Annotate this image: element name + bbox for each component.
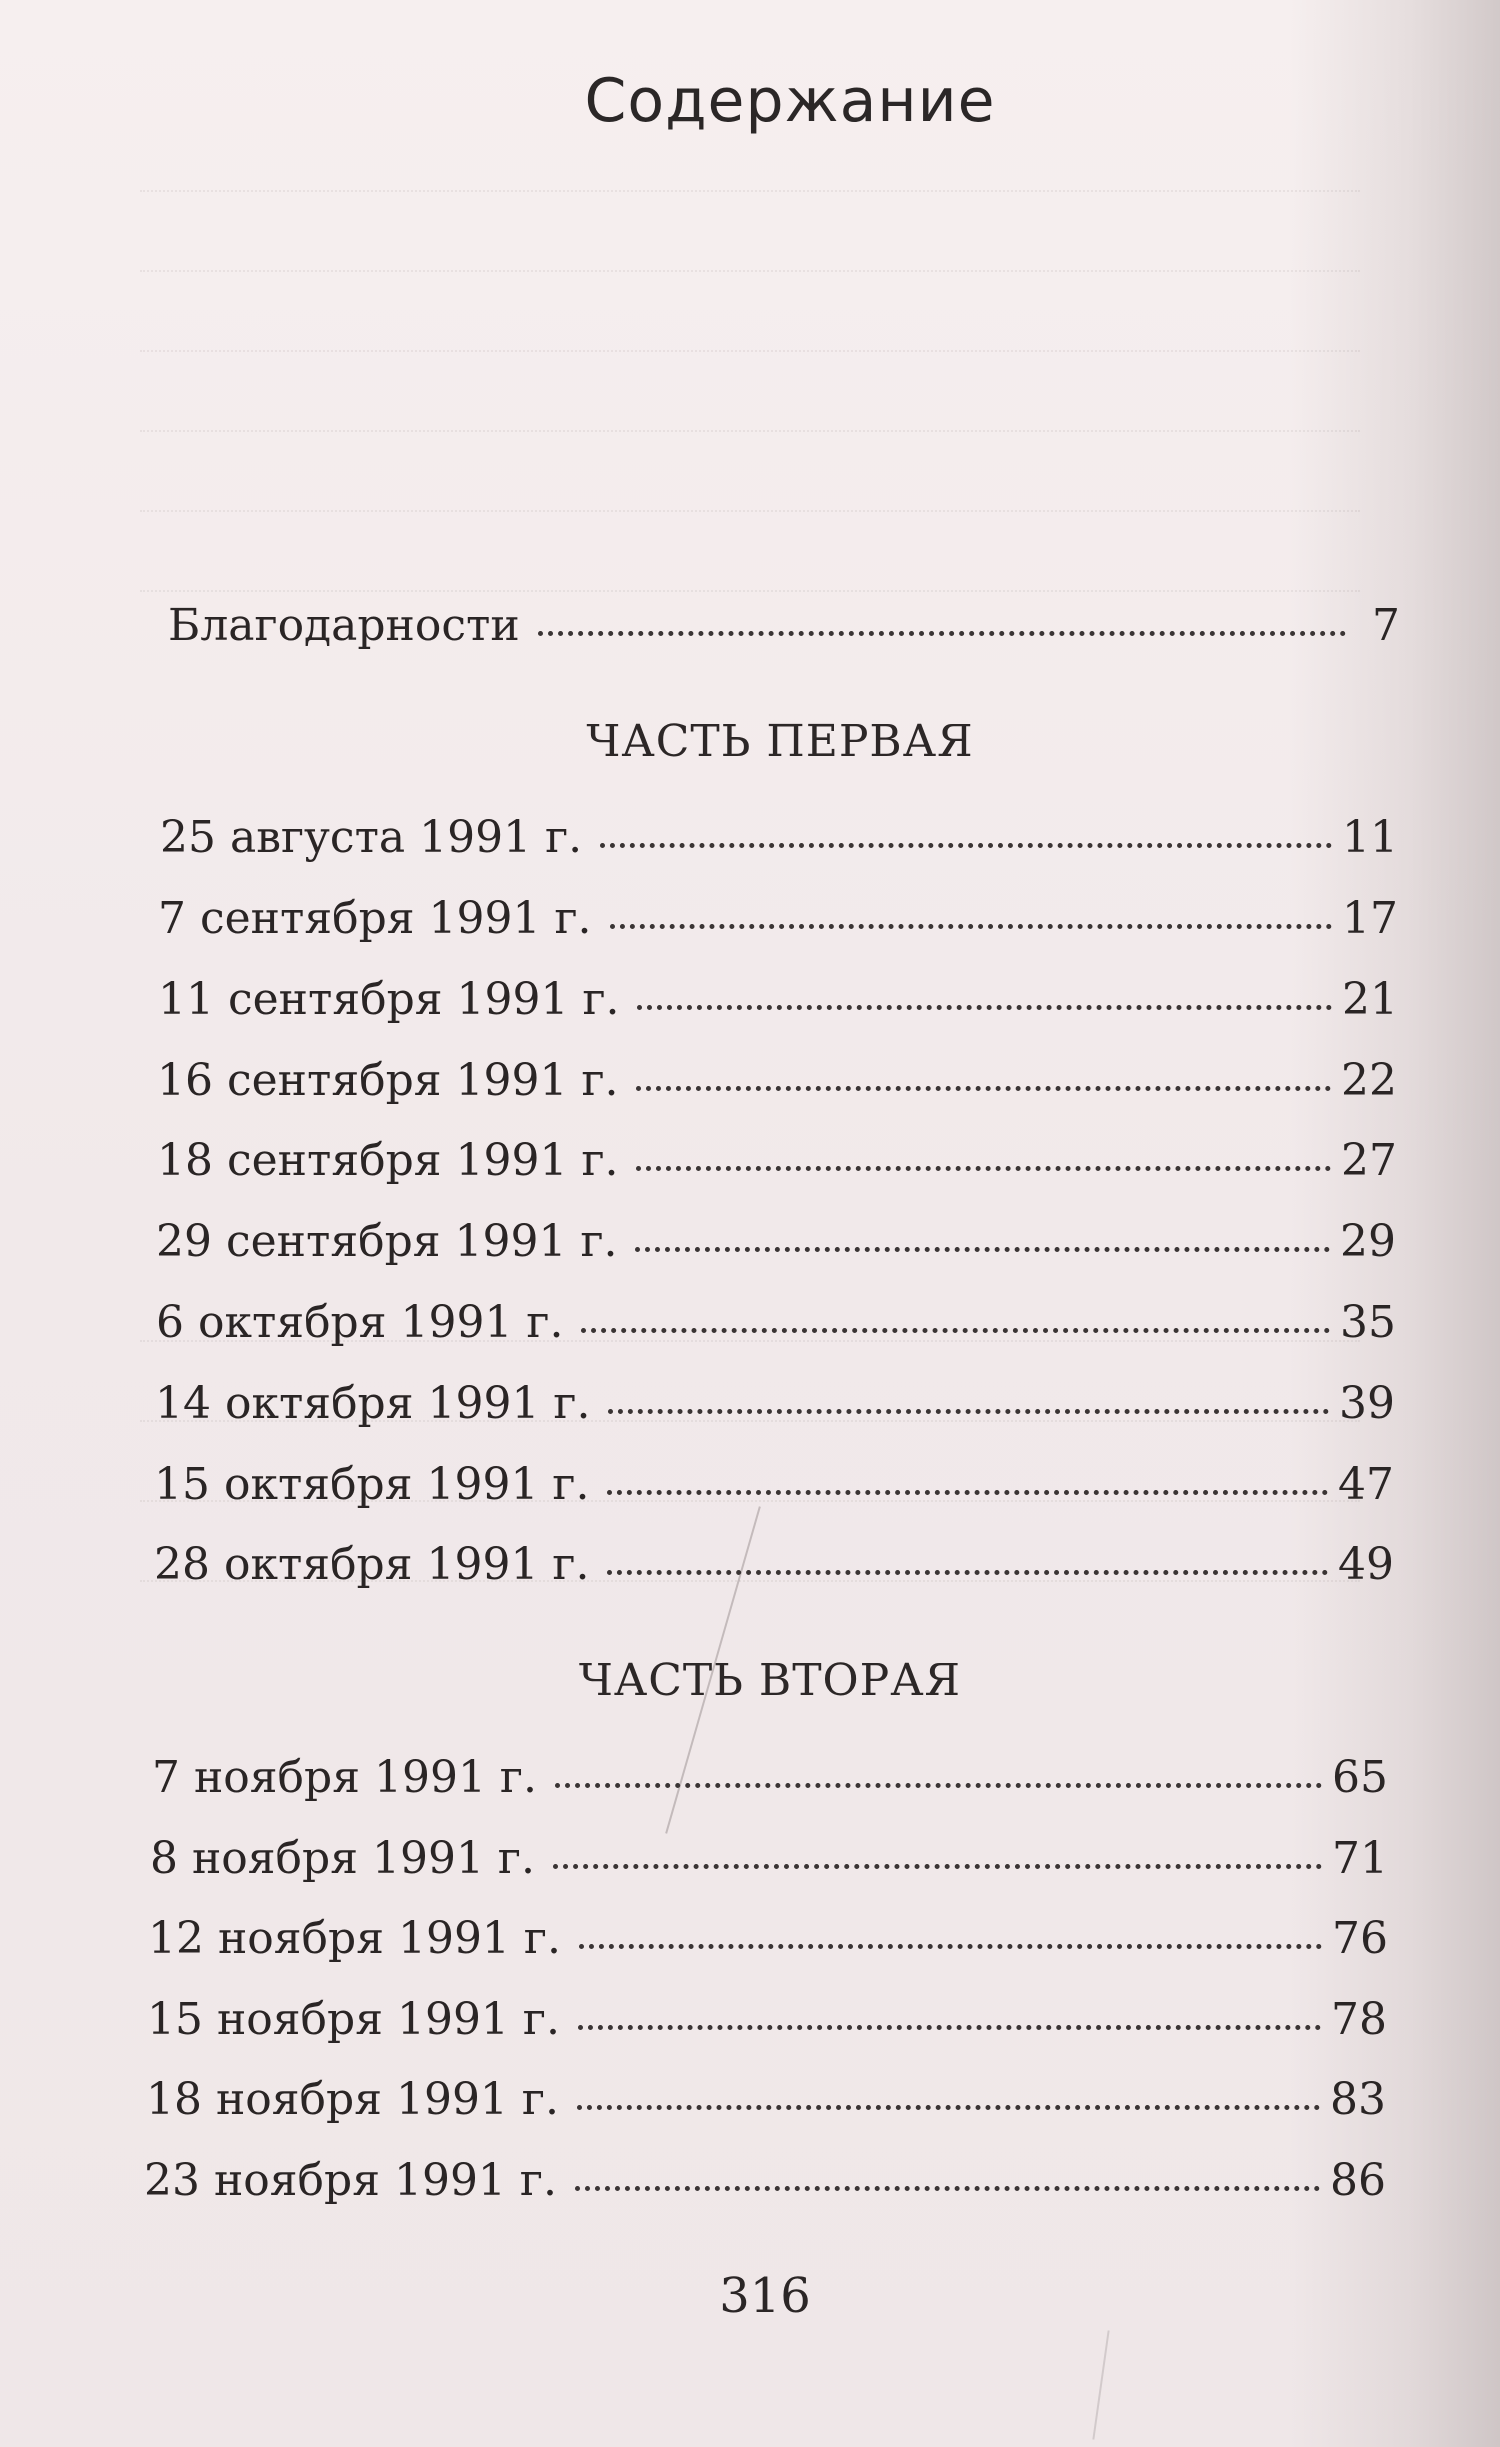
toc-entry: [156, 1297, 1396, 1348]
leader-dots: [636, 1086, 1331, 1091]
toc-entry-label: 12 ноября 1991 г.: [148, 1913, 561, 1964]
toc-entry-page: 21: [1342, 974, 1398, 1025]
toc-entry: [146, 2074, 1386, 2125]
leader-dots: [577, 2105, 1320, 2110]
toc-entry-page: 71: [1332, 1833, 1388, 1884]
leader-dots: [553, 1864, 1322, 1869]
toc-entry-label: 25 августа 1991 г.: [160, 812, 583, 863]
toc-entry: [144, 2155, 1386, 2206]
toc-entry-label: 15 октября 1991 г.: [154, 1459, 590, 1510]
toc-entry: [157, 1135, 1397, 1186]
toc-entry-page: 86: [1330, 2155, 1386, 2206]
toc-entry-page: 11: [1342, 812, 1398, 863]
toc-entry-label: 16 сентября 1991 г.: [157, 1055, 619, 1106]
toc-entry: [160, 812, 1398, 863]
leader-dots: [635, 1247, 1330, 1252]
leader-dots: [636, 1166, 1331, 1171]
toc-entry-label: 18 ноября 1991 г.: [146, 2074, 559, 2125]
leader-dots: [607, 1570, 1328, 1575]
toc-entry-label: 7 сентября 1991 г.: [158, 893, 592, 944]
leader-dots: [538, 631, 1346, 636]
toc-entry-label: 7 ноября 1991 г.: [152, 1752, 537, 1803]
toc-entry-page: 7: [1372, 600, 1400, 651]
toc-entry-page: 65: [1332, 1752, 1388, 1803]
page-title: Содержание: [584, 66, 996, 136]
leader-dots: [578, 2025, 1321, 2030]
toc-entry-page: 35: [1340, 1297, 1396, 1348]
toc-entry: [158, 893, 1398, 944]
page-number: 316: [719, 2268, 811, 2324]
toc-entry: [148, 1913, 1388, 1964]
leader-dots: [581, 1328, 1330, 1333]
paper-scratch-mark: [1092, 2330, 1109, 2439]
toc-entry: [156, 1216, 1396, 1267]
leader-dots: [555, 1783, 1322, 1788]
part-two-title: ЧАСТЬ ВТОРАЯ: [578, 1655, 962, 1706]
toc-entry-page: 29: [1340, 1216, 1396, 1267]
toc-entry-page: 22: [1341, 1055, 1397, 1106]
toc-entry-label: 29 сентября 1991 г.: [156, 1216, 618, 1267]
leader-dots: [637, 1005, 1332, 1010]
toc-entry: [155, 1378, 1395, 1429]
toc-entry: [150, 1833, 1388, 1884]
toc-entry-page: 83: [1330, 2074, 1386, 2125]
toc-entry: [152, 1752, 1388, 1803]
leader-dots: [575, 2186, 1320, 2191]
leader-dots: [579, 1944, 1322, 1949]
toc-entry: [154, 1459, 1394, 1510]
toc-entry: [158, 974, 1398, 1025]
leader-dots: [610, 924, 1333, 929]
toc-entry-label: 15 ноября 1991 г.: [147, 1994, 560, 2045]
toc-entry-page: 47: [1338, 1459, 1394, 1510]
toc-entry-label: 11 сентября 1991 г.: [158, 974, 620, 1025]
toc-entry-label: 28 октября 1991 г.: [154, 1539, 590, 1590]
toc-entry-label: 8 ноября 1991 г.: [150, 1833, 535, 1884]
toc-entry: [154, 1539, 1394, 1590]
toc-entry-label: 14 октября 1991 г.: [155, 1378, 591, 1429]
toc-entry-page: 78: [1331, 1994, 1387, 2045]
leader-dots: [608, 1409, 1329, 1414]
toc-entry: [168, 600, 1400, 651]
toc-entry: [157, 1055, 1397, 1106]
part-one-title: ЧАСТЬ ПЕРВАЯ: [586, 716, 974, 767]
toc-entry-label: 18 сентября 1991 г.: [157, 1135, 619, 1186]
leader-dots: [607, 1490, 1328, 1495]
toc-entry-page: 17: [1342, 893, 1398, 944]
toc-entry: [147, 1994, 1387, 2045]
toc-entry-page: 49: [1338, 1539, 1394, 1590]
toc-entry-page: 27: [1341, 1135, 1397, 1186]
toc-entry-label: Благодарности: [168, 600, 520, 651]
toc-entry-label: 6 октября 1991 г.: [156, 1297, 564, 1348]
toc-entry-page: 39: [1339, 1378, 1395, 1429]
toc-entry-page: 76: [1332, 1913, 1388, 1964]
toc-entry-label: 23 ноября 1991 г.: [144, 2155, 557, 2206]
leader-dots: [600, 843, 1332, 848]
